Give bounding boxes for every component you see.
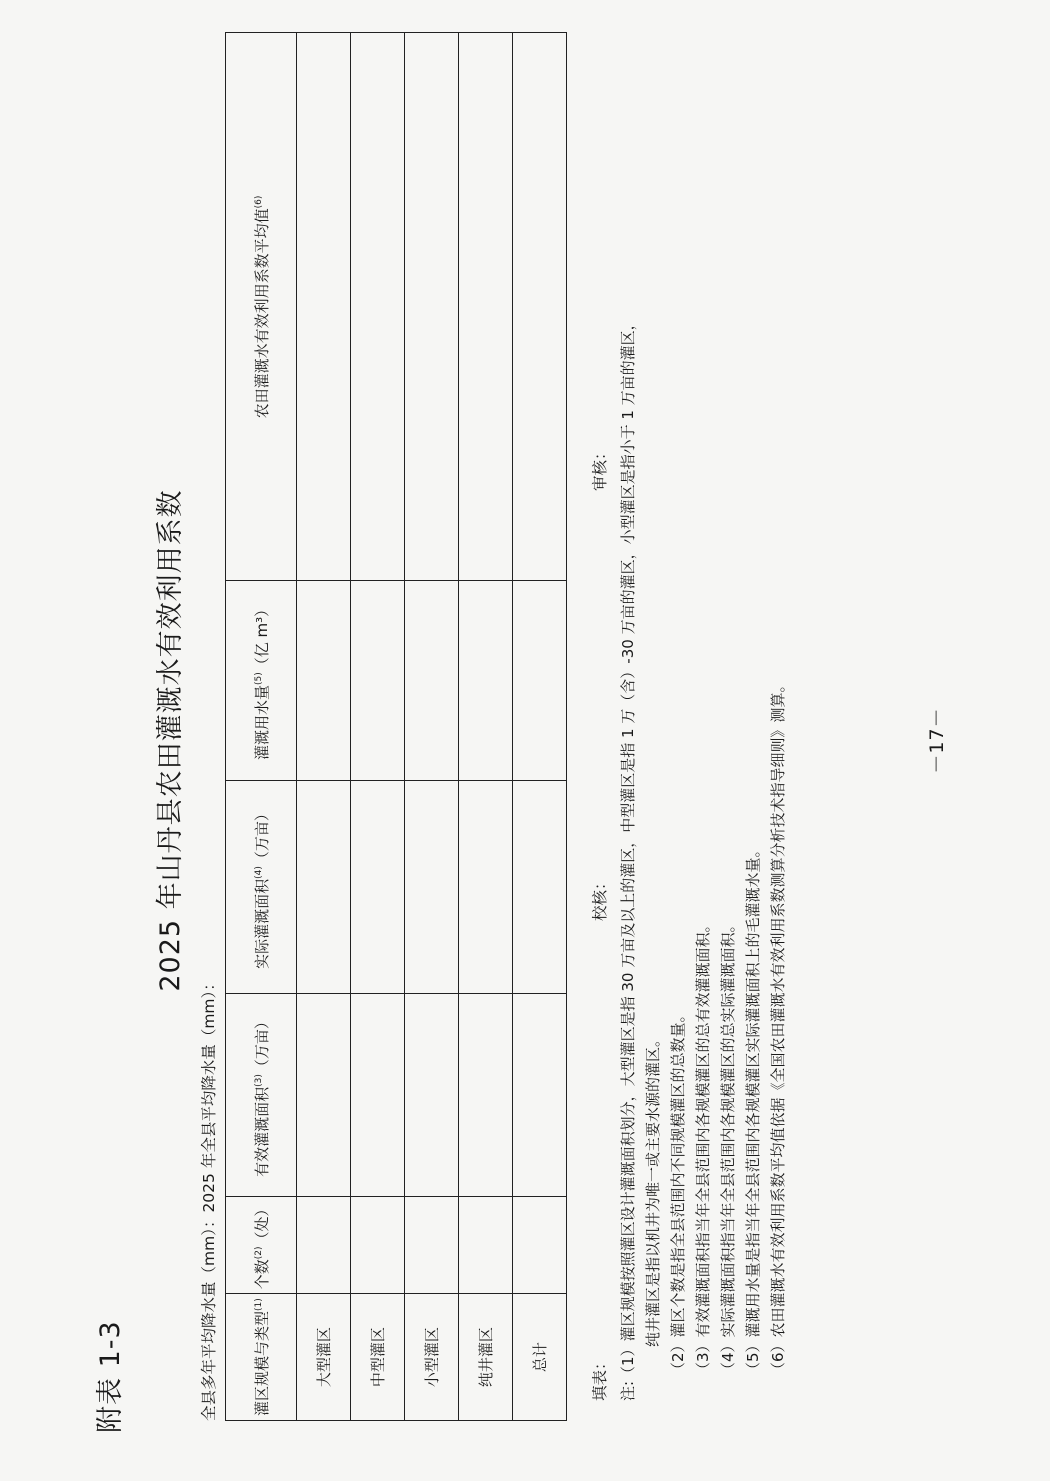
table-cell — [297, 581, 351, 781]
table-cell — [513, 781, 567, 994]
irrigation-coefficient-table — [225, 32, 567, 1421]
table-cell — [405, 781, 459, 994]
header-cell-count: 个数$^{(2)}$（处） — [226, 1197, 297, 1294]
table-cell — [513, 994, 567, 1197]
header-cell-coefficient: 农田灌溉水有效利用系数平均值$^{(6)}$ — [226, 33, 297, 581]
row-label: 总计 — [513, 1294, 567, 1421]
note-line: （6）农田灌溉水有效利用系数平均值依据《全国农田灌溉水有效利用系数测算分析技术指导细则》测算。 — [769, 677, 787, 1377]
note-line: 注:（1）灌区规模按照灌区设计灌溉面积划分，大型灌区是指 30 万亩及以上的灌区，中型灌区是指 1 万（含）-30 万亩的灌区，小型灌区是指小于 1 万亩的灌区， — [619, 315, 637, 1401]
table-cell — [459, 994, 513, 1197]
page-number: －17－ — [926, 707, 948, 774]
checker-signature-label: 校核： — [591, 874, 609, 921]
table-cell — [405, 1197, 459, 1294]
page-title: 2025 年山丹县农田灌溉水有效利用系数 — [155, 489, 186, 992]
table-cell — [513, 33, 567, 581]
note-line: 纯井灌区是指以机井为唯一或主要水源的灌区。 — [644, 1031, 662, 1347]
header-cell-water-use: 灌溉用水量$^{(5)}$（亿 m³） — [226, 581, 297, 781]
note-line: （3）有效灌溉面积指当年全县范围内各规模灌区的总有效灌溉面积。 — [694, 917, 712, 1377]
table-cell — [459, 581, 513, 781]
rainfall-line: 全县多年平均降水量（mm）：2025 年全县平均降水量（mm）： — [200, 975, 218, 1421]
row-label: 纯井灌区 — [459, 1294, 513, 1421]
table-cell — [351, 781, 405, 994]
table-cell — [405, 994, 459, 1197]
table-cell — [297, 33, 351, 581]
table-row — [405, 33, 459, 1421]
table-cell — [459, 33, 513, 581]
row-label: 中型灌区 — [351, 1294, 405, 1421]
header-cell-effective-area: 有效灌溉面积$^{(3)}$（万亩） — [226, 994, 297, 1197]
table-row — [297, 33, 351, 1421]
row-label: 小型灌区 — [405, 1294, 459, 1421]
table-cell — [405, 581, 459, 781]
header-cell-actual-area: 实际灌溉面积$^{(4)}$（万亩） — [226, 781, 297, 994]
table-cell — [459, 1197, 513, 1294]
table-cell — [459, 781, 513, 994]
table-cell — [405, 33, 459, 581]
reviewer-signature-label: 审核： — [591, 444, 609, 491]
row-label: 大型灌区 — [297, 1294, 351, 1421]
table-cell — [513, 581, 567, 781]
table-row — [459, 33, 513, 1421]
table-cell — [297, 1197, 351, 1294]
table-row — [513, 33, 567, 1421]
table-cell — [513, 1197, 567, 1294]
table-header-row — [226, 33, 297, 1421]
note-line: （4）实际灌溉面积指当年全县范围内各规模灌区的总实际灌溉面积。 — [719, 917, 737, 1377]
filler-signature-label: 填表： — [591, 1354, 609, 1401]
table-cell — [297, 994, 351, 1197]
note-line: （2）灌区个数是指全县范围内不同规模灌区的总数量。 — [669, 1007, 687, 1377]
appendix-label: 附表 1-3 — [95, 1320, 126, 1433]
header-cell-scale-type: 灌区规模与类型$^{(1)}$ — [226, 1294, 297, 1421]
table-cell — [351, 581, 405, 781]
note-line: （5）灌溉用水量是指当年全县范围内各规模灌区实际灌溉面积上的毛灌溉水量。 — [744, 842, 762, 1377]
table-cell — [297, 781, 351, 994]
table-row — [351, 33, 405, 1421]
table-cell — [351, 994, 405, 1197]
table-cell — [351, 33, 405, 581]
table-cell — [351, 1197, 405, 1294]
